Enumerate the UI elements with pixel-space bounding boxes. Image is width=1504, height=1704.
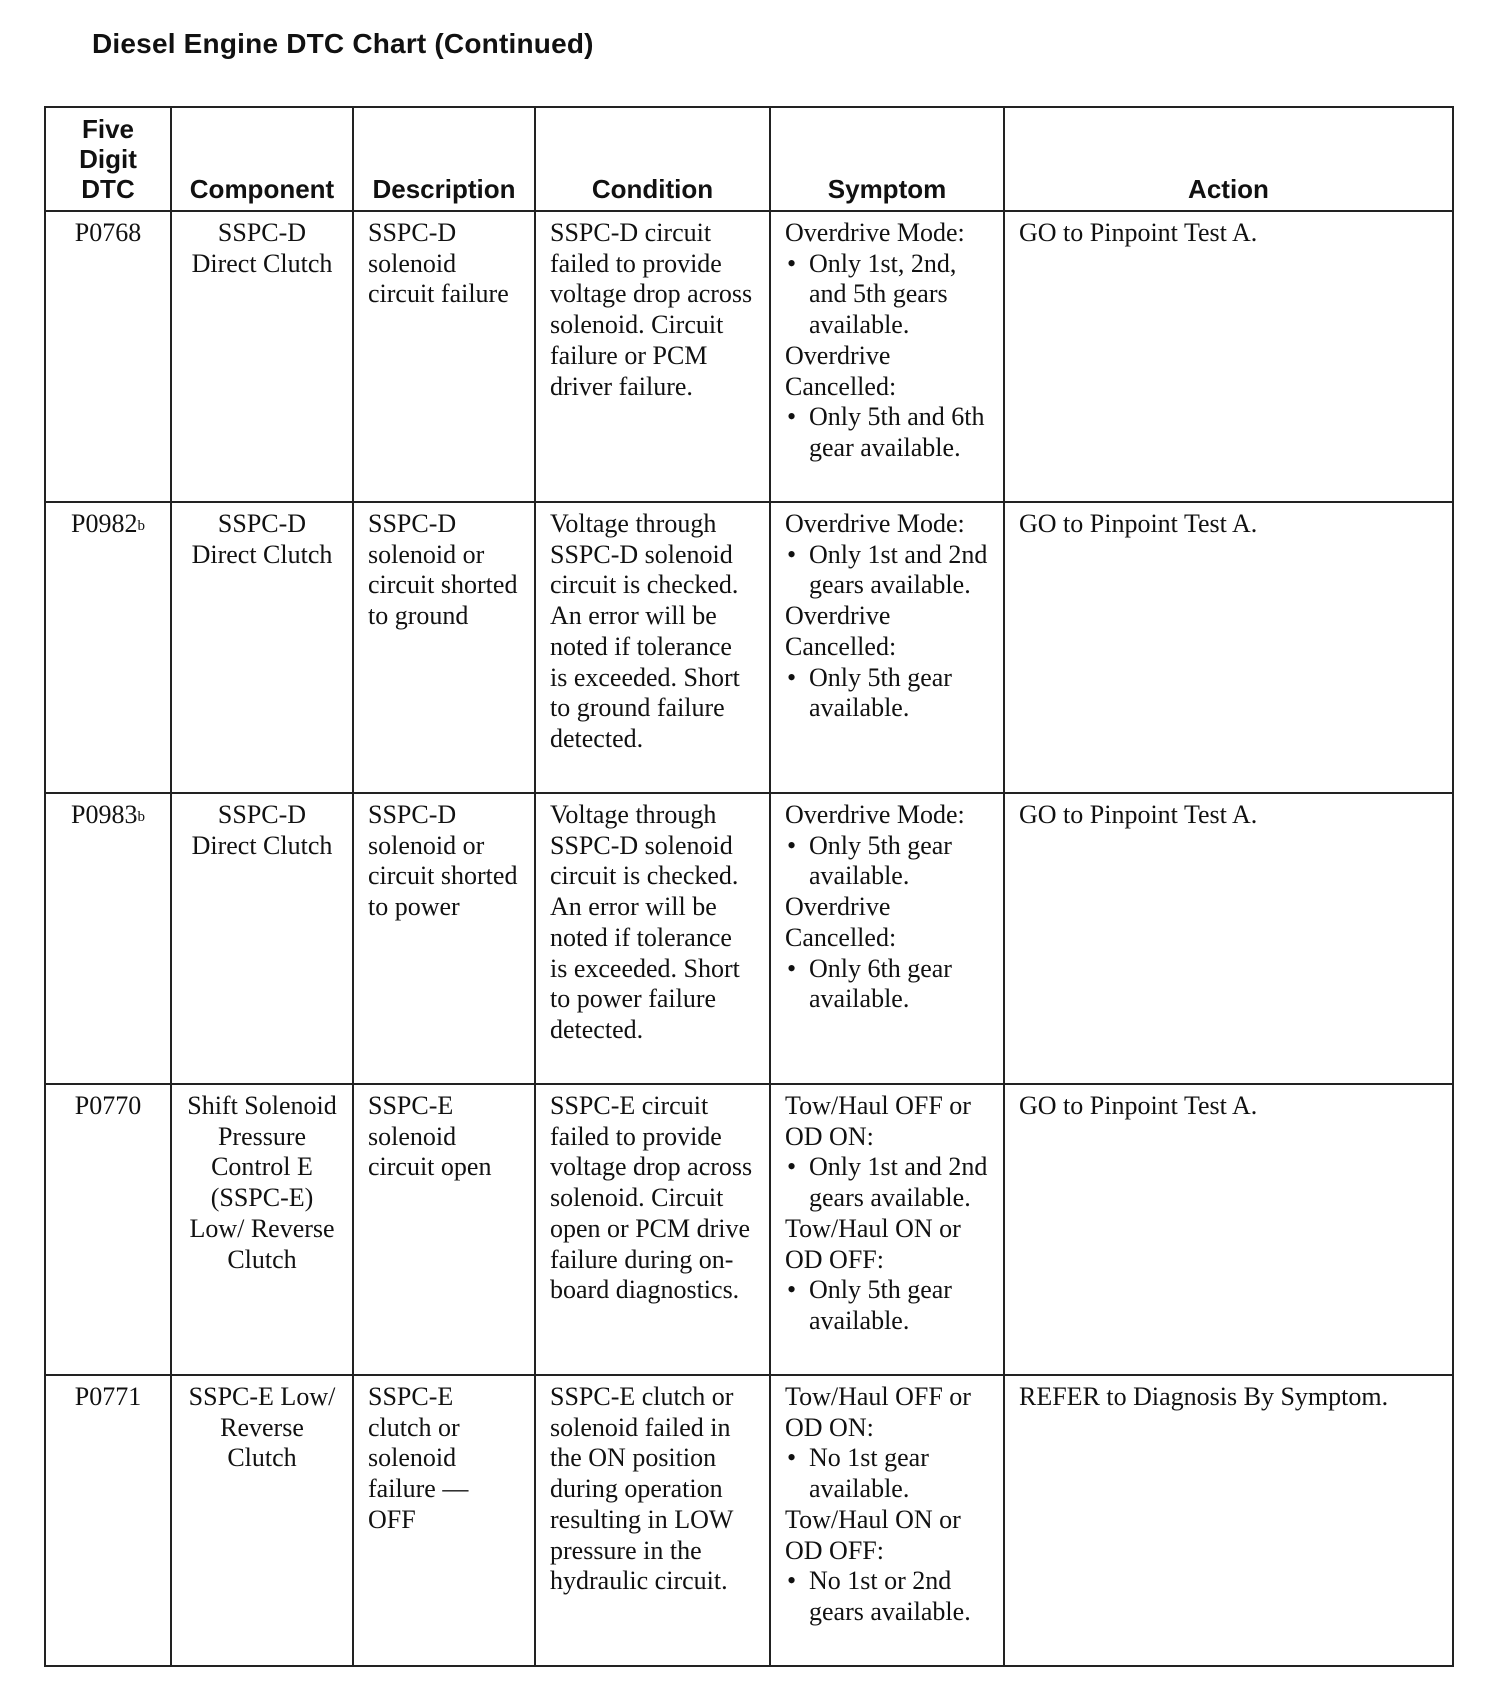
symptom-bullet-text: Only 1st, 2nd, and 5th gears available. xyxy=(809,248,957,340)
symptom-cell xyxy=(770,502,1004,793)
action-cell: GO to Pinpoint Test A. xyxy=(1004,1084,1453,1375)
symptom-cell xyxy=(770,1084,1004,1375)
dtc-cell xyxy=(45,1375,171,1666)
action-cell: GO to Pinpoint Test A. xyxy=(1004,502,1453,793)
table-row xyxy=(45,793,1453,1084)
header-description: Description xyxy=(353,107,535,211)
footnote-marker: b xyxy=(137,809,145,825)
dtc-code xyxy=(75,1091,141,1120)
bullet-icon: • xyxy=(787,1443,797,1473)
header-symptom: Symptom xyxy=(770,107,1004,211)
symptom-heading: Overdrive Cancelled: xyxy=(785,892,897,952)
condition-cell: Voltage through SSPC-D solenoid circuit is checked. An error will be noted if tolerance is exceeded. Short to power failure detected. xyxy=(535,793,770,1084)
bullet-icon: • xyxy=(787,1152,797,1182)
table-body xyxy=(45,211,1453,1666)
symptom-heading: Tow/Haul OFF or OD ON: xyxy=(785,1091,971,1151)
symptom-group xyxy=(785,341,989,464)
symptom-group xyxy=(785,601,989,724)
description-cell: SSPC-D solenoid or circuit shorted to ground xyxy=(353,502,535,793)
symptom-bullet-text: No 1st gear available. xyxy=(809,1443,929,1504)
symptom-bullet-text: Only 1st and 2nd gears available. xyxy=(809,1152,988,1213)
bullet-icon: • xyxy=(787,1275,797,1305)
dtc-code xyxy=(75,1382,141,1411)
symptom-heading: Tow/Haul OFF or OD ON: xyxy=(785,1382,971,1442)
symptom-bullet xyxy=(785,663,989,724)
bullet-icon: • xyxy=(787,248,797,278)
symptom-bullet-text: Only 5th gear available. xyxy=(809,662,952,723)
symptom-heading: Overdrive Mode: xyxy=(785,800,965,829)
symptom-bullet xyxy=(785,540,989,601)
condition-cell: SSPC-E circuit failed to provide voltage drop across solenoid. Circuit open or PCM drive failure during on-board diagnostics. xyxy=(535,1084,770,1375)
dtc-code-text: P0982 xyxy=(71,509,138,538)
description-cell: SSPC-E solenoid circuit open xyxy=(353,1084,535,1375)
component-cell: Shift Solenoid Pressure Control E (SSPC-E) Low/ Reverse Clutch xyxy=(171,1084,353,1375)
description-cell: SSPC-D solenoid or circuit shorted to power xyxy=(353,793,535,1084)
description-cell: SSPC-D solenoid circuit failure xyxy=(353,211,535,502)
symptom-group xyxy=(785,218,989,341)
table-row xyxy=(45,502,1453,793)
description-cell: SSPC-E clutch or solenoid failure — OFF xyxy=(353,1375,535,1666)
symptom-bullet xyxy=(785,402,989,463)
symptom-cell xyxy=(770,211,1004,502)
symptom-bullet-text: Only 5th gear available. xyxy=(809,1275,952,1335)
symptom-bullet xyxy=(785,1443,989,1504)
symptom-group xyxy=(785,1382,989,1505)
bullet-icon: • xyxy=(787,830,797,860)
component-cell: SSPC-E Low/ Reverse Clutch xyxy=(171,1375,353,1666)
dtc-cell xyxy=(45,211,171,502)
dtc-code-text: P0983 xyxy=(71,800,138,829)
symptom-group xyxy=(785,1091,989,1214)
symptom-cell xyxy=(770,1375,1004,1666)
dtc-code-text: P0770 xyxy=(74,1091,142,1120)
header-dtc-line: Five xyxy=(81,114,135,144)
header-row xyxy=(45,107,1453,211)
dtc-code-text: P0768 xyxy=(74,218,142,247)
symptom-group xyxy=(785,509,989,601)
header-action: Action xyxy=(1004,107,1453,211)
dtc-code xyxy=(71,800,145,829)
footnote-marker: b xyxy=(137,518,145,534)
symptom-cell xyxy=(770,793,1004,1084)
symptom-bullet-text: Only 1st and 2nd gears available. xyxy=(809,539,988,600)
header-dtc xyxy=(45,107,171,211)
symptom-bullet-text: No 1st or 2nd gears available. xyxy=(809,1566,971,1626)
dtc-cell xyxy=(45,1084,171,1375)
header-component: Component xyxy=(171,107,353,211)
symptom-heading: Overdrive Cancelled: xyxy=(785,340,897,401)
symptom-bullet xyxy=(785,1566,989,1627)
bullet-icon: • xyxy=(787,1566,797,1596)
condition-cell: Voltage through SSPC-D solenoid circuit is checked. An error will be noted if tolerance is exceeded. Short to ground failure detected. xyxy=(535,502,770,793)
symptom-bullet xyxy=(785,1275,989,1336)
page-title: Diesel Engine DTC Chart (Continued) xyxy=(92,28,594,59)
condition-cell: SSPC-D circuit failed to provide voltage drop across solenoid. Circuit failure or PCM driver failure. xyxy=(535,211,770,502)
dtc-code-text: P0771 xyxy=(74,1382,142,1411)
dtc-code xyxy=(75,218,141,247)
symptom-bullet-text: Only 5th and 6th gear available. xyxy=(809,402,985,462)
symptom-group xyxy=(785,800,989,892)
symptom-heading: Tow/Haul ON or OD OFF: xyxy=(785,1504,961,1565)
action-cell: REFER to Diagnosis By Symptom. xyxy=(1004,1375,1453,1666)
action-cell: GO to Pinpoint Test A. xyxy=(1004,793,1453,1084)
symptom-bullet xyxy=(785,954,989,1015)
symptom-bullet-text: Only 5th gear available. xyxy=(809,830,952,891)
header-dtc-line: DTC xyxy=(81,174,135,204)
dtc-cell xyxy=(45,502,171,793)
bullet-icon: • xyxy=(787,539,797,569)
table-row xyxy=(45,1375,1453,1666)
symptom-bullet xyxy=(785,249,989,341)
component-cell: SSPC-D Direct Clutch xyxy=(171,793,353,1084)
dtc-table xyxy=(44,106,1454,1667)
symptom-heading: Overdrive Mode: xyxy=(785,218,965,247)
dtc-code xyxy=(71,509,145,538)
component-cell: SSPC-D Direct Clutch xyxy=(171,211,353,502)
symptom-heading: Overdrive Cancelled: xyxy=(785,601,897,661)
table-row xyxy=(45,1084,1453,1375)
component-cell: SSPC-D Direct Clutch xyxy=(171,502,353,793)
symptom-group xyxy=(785,892,989,1015)
action-cell: GO to Pinpoint Test A. xyxy=(1004,211,1453,502)
symptom-bullet xyxy=(785,831,989,892)
symptom-group xyxy=(785,1214,989,1337)
table-row xyxy=(45,211,1453,502)
dtc-cell xyxy=(45,793,171,1084)
symptom-group xyxy=(785,1505,989,1628)
symptom-heading: Tow/Haul ON or OD OFF: xyxy=(785,1213,961,1274)
header-dtc-line: Digit xyxy=(79,144,137,174)
symptom-bullet xyxy=(785,1152,989,1213)
condition-cell: SSPC-E clutch or solenoid failed in the ON position during operation resulting in LOW pressure in the hydraulic circuit. xyxy=(535,1375,770,1666)
bullet-icon: • xyxy=(787,953,797,983)
header-condition: Condition xyxy=(535,107,770,211)
bullet-icon: • xyxy=(787,402,797,432)
bullet-icon: • xyxy=(787,662,797,692)
symptom-heading: Overdrive Mode: xyxy=(785,509,965,538)
symptom-bullet-text: Only 6th gear available. xyxy=(809,953,952,1014)
